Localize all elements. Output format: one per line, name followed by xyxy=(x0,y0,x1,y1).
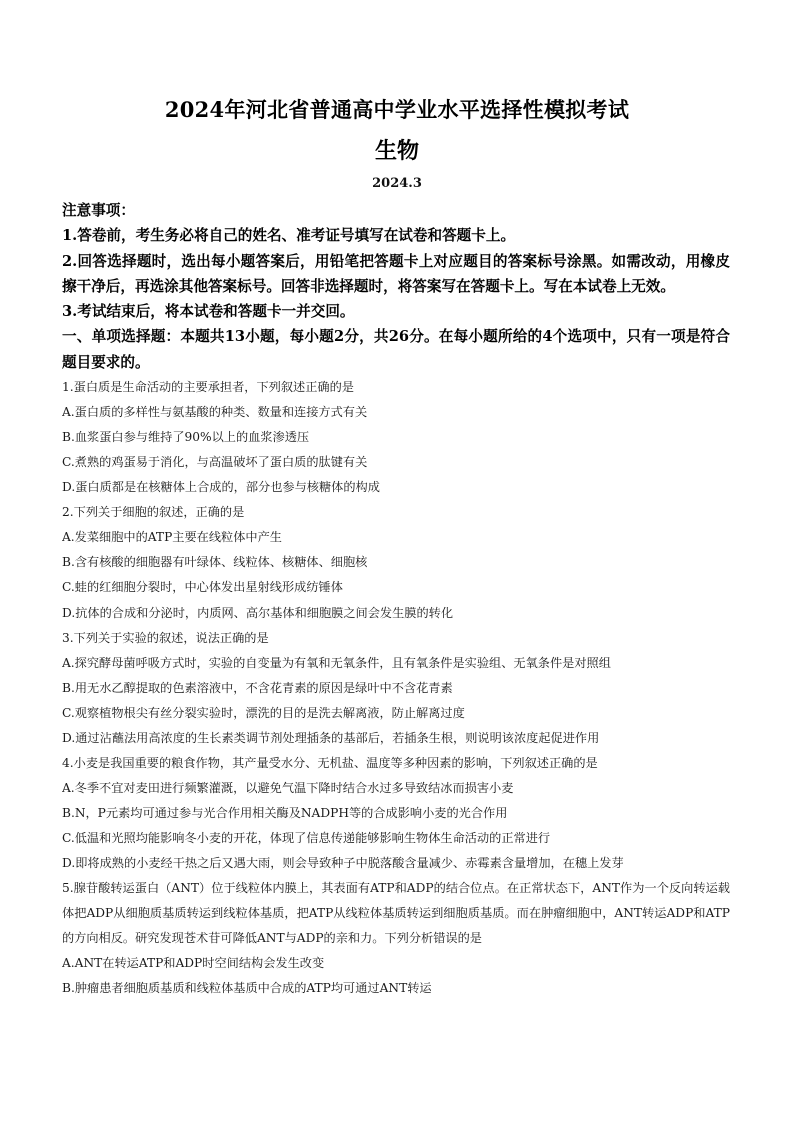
subject-title: 生物 xyxy=(374,138,419,164)
option: A.发菜细胞中的ATP主要在线粒体中产生 xyxy=(62,530,282,545)
option: B.用无水乙醇提取的色素溶液中，不含花青素的原因是绿叶中不含花青素 xyxy=(62,680,453,695)
option: D.蛋白质都是在核糖体上合成的，部分也参与核糖体的构成 xyxy=(62,480,380,495)
option: D.抗体的合成和分泌时，内质网、高尔基体和细胞膜之间会发生膜的转化 xyxy=(62,605,454,620)
option: A.ANT在转运ATP和ADP时空间结构会发生改变 xyxy=(62,956,325,971)
option: D.通过沾蘸法用高浓度的生长素类调节剂处理插条的基部后，若插条生根，则说明该浓度起促进作用 xyxy=(62,730,600,745)
question-stem: 3.下列关于实验的叙述，说法正确的是 xyxy=(62,630,269,645)
notice-item: 2.回答选择题时，选出每小题答案后，用铅笔把答题卡上对应题目的答案标号涂黑。如需改动，用橡皮擦干净后，再选涂其他答案标号。回答非选择题时，将答案写在答题卡上。写在本试卷上无效。 xyxy=(62,252,730,295)
question xyxy=(62,500,730,625)
notice-item: 1.答卷前，考生务必将自己的姓名、准考证号填写在试卷和答题卡上。 xyxy=(62,227,516,245)
question xyxy=(62,751,730,876)
question-stem: 1.蛋白质是生命活动的主要承担者，下列叙述正确的是 xyxy=(62,380,354,395)
option: C.煮熟的鸡蛋易于消化，与高温破坏了蛋白质的肽键有关 xyxy=(62,455,368,470)
notice-heading: 注意事项： xyxy=(62,202,135,219)
exam-title: 2024年河北省普通高中学业水平选择性模拟考试 xyxy=(164,97,630,122)
section-heading: 一、单项选择题：本题共13小题，每小题2分，共26分。在每小题所给的4个选项中，只有一项是符合题目要求的。 xyxy=(62,328,730,371)
option: B.N，P元素均可通过参与光合作用相关酶及NADPH等的合成影响小麦的光合作用 xyxy=(62,805,508,820)
option: A.探究酵母菌呼吸方式时，实验的自变量为有氧和无氧条件，且有氧条件是实验组、无氧条件是对照组 xyxy=(62,655,611,670)
option: C.蛙的红细胞分裂时，中心体发出星射线形成纺锤体 xyxy=(62,580,343,595)
exam-body xyxy=(62,198,730,1001)
question xyxy=(62,375,730,500)
question xyxy=(62,876,730,1001)
option: D.即将成熟的小麦经干热之后又遇大雨，则会导致种子中脱落酸含量减少、赤霉素含量增加，在穗上发芽 xyxy=(62,855,624,870)
option: B.血浆蛋白参与维持了90%以上的血浆渗透压 xyxy=(62,430,310,445)
notice-item: 3.考试结束后，将本试卷和答题卡一并交回。 xyxy=(62,303,355,321)
option: A.冬季不宜对麦田进行频繁灌溉，以避免气温下降时结合水过多导致结冰而损害小麦 xyxy=(62,780,514,795)
question xyxy=(62,626,730,751)
option: C.低温和光照均能影响冬小麦的开花，体现了信息传递能够影响生物体生命活动的正常进行 xyxy=(62,830,551,845)
option: B.肿瘤患者细胞质基质和线粒体基质中合成的ATP均可通过ANT转运 xyxy=(62,981,432,996)
option: B.含有核酸的细胞器有叶绿体、线粒体、核糖体、细胞核 xyxy=(62,555,368,570)
option: A.蛋白质的多样性与氨基酸的种类、数量和连接方式有关 xyxy=(62,405,368,420)
question-stem: 2.下列关于细胞的叙述，正确的是 xyxy=(62,505,245,520)
option: C.观察植物根尖有丝分裂实验时，漂洗的目的是洗去解离液，防止解离过度 xyxy=(62,705,465,720)
question-stem: 4.小麦是我国重要的粮食作物，其产量受水分、无机盐、温度等多种因素的影响，下列叙述正确的是 xyxy=(62,755,598,770)
question-stem: 5.腺苷酸转运蛋白（ANT）位于线粒体内膜上，其表面有ATP和ADP的结合位点。在正常状态下，ANT作为一个反向转运载体把ADP从细胞质基质转运到线粒体基质，把ATP从线粒体基质转运到细胞质基质。而在肿瘤细胞中，ANT转运ADP和ATP的方向相反。研究发现苍术苷可降低ANT与ADP的亲和力。下列分析错误的是 xyxy=(62,881,730,946)
exam-date: 2024.3 xyxy=(372,176,422,191)
